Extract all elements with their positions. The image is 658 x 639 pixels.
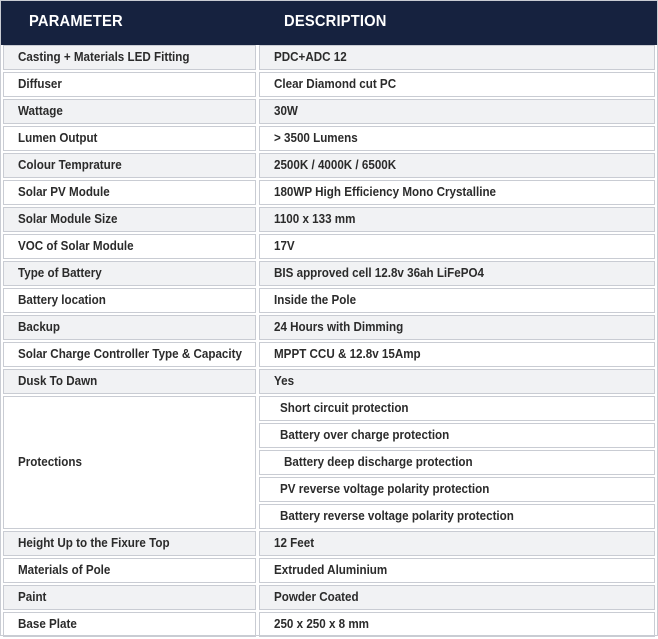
parameter-label: Wattage — [18, 104, 63, 118]
description-cell — [259, 234, 655, 259]
description-value: Clear Diamond cut PC — [274, 77, 397, 91]
parameter-cell — [3, 315, 256, 340]
protection-item-label: Short circuit protection — [280, 401, 409, 415]
table-row — [1, 153, 657, 180]
description-cell — [259, 531, 655, 556]
protection-item — [259, 396, 655, 421]
protection-item — [259, 423, 655, 448]
description-cell — [259, 612, 655, 637]
protection-item — [259, 504, 655, 529]
parameter-cell — [3, 261, 256, 286]
description-cell — [259, 342, 655, 367]
description-cell — [259, 153, 655, 178]
protection-item-label: Battery reverse voltage polarity protection — [280, 509, 514, 523]
description-value: 2500K / 4000K / 6500K — [274, 158, 397, 172]
parameter-label: Diffuser — [18, 77, 62, 91]
table-row — [1, 612, 657, 639]
parameter-cell — [3, 207, 256, 232]
description-cell — [259, 207, 655, 232]
protection-item-label: PV reverse voltage polarity protection — [280, 482, 490, 496]
table-row — [1, 45, 657, 72]
description-cell — [259, 99, 655, 124]
description-value: 17V — [274, 239, 295, 253]
parameter-label: Solar Module Size — [18, 212, 118, 226]
description-value: 30W — [274, 104, 298, 118]
description-value: 1100 x 133 mm — [274, 212, 356, 226]
table-row — [1, 261, 657, 288]
table-row — [1, 369, 657, 396]
parameter-label: Backup — [18, 320, 60, 334]
description-cell — [259, 315, 655, 340]
table-row — [1, 531, 657, 558]
description-value: PDC+ADC 12 — [274, 50, 347, 64]
parameter-cell — [3, 288, 256, 313]
description-value: 12 Feet — [274, 536, 315, 550]
parameter-cell — [3, 153, 256, 178]
table-row — [1, 207, 657, 234]
parameter-label: Battery location — [18, 293, 106, 307]
parameter-cell — [3, 234, 256, 259]
table-row — [1, 99, 657, 126]
parameter-cell — [3, 396, 256, 529]
description-cell — [259, 45, 655, 70]
description-value: 180WP High Efficiency Mono Crystalline — [274, 185, 497, 199]
description-cell — [259, 558, 655, 583]
parameter-label: Paint — [18, 590, 47, 604]
description-value: 250 x 250 x 8 mm — [274, 617, 370, 631]
parameter-label: Height Up to the Fixure Top — [18, 536, 170, 550]
table-row — [1, 234, 657, 261]
parameter-label: Base Plate — [18, 617, 77, 631]
parameter-cell — [3, 45, 256, 70]
description-cell — [259, 180, 655, 205]
table-row — [1, 585, 657, 612]
protection-item-label: Battery over charge protection — [280, 428, 450, 442]
parameter-label: Solar PV Module — [18, 185, 110, 199]
table-row — [1, 72, 657, 99]
table-row — [1, 558, 657, 585]
description-value: Inside the Pole — [274, 293, 357, 307]
parameter-cell — [3, 531, 256, 556]
parameter-cell — [3, 558, 256, 583]
table-row — [1, 342, 657, 369]
table-header — [1, 1, 657, 45]
table-row — [1, 288, 657, 315]
table-row — [1, 126, 657, 153]
parameter-label: Type of Battery — [18, 266, 102, 280]
parameter-label: Casting + Materials LED Fitting — [18, 50, 190, 64]
parameter-label: Solar Charge Controller Type & Capacity — [18, 347, 242, 361]
parameter-label: Colour Temprature — [18, 158, 122, 172]
parameter-cell — [3, 180, 256, 205]
parameter-cell — [3, 369, 256, 394]
description-cell — [259, 261, 655, 286]
parameter-label: Dusk To Dawn — [18, 374, 98, 388]
protections-row — [1, 396, 657, 531]
description-cell — [259, 126, 655, 151]
header-parameter: PARAMETER — [29, 13, 123, 30]
description-value: > 3500 Lumens — [274, 131, 358, 145]
protections-label: Protections — [18, 455, 82, 469]
parameter-cell — [3, 99, 256, 124]
description-cell — [259, 288, 655, 313]
table-row — [1, 180, 657, 207]
parameter-label: Materials of Pole — [18, 563, 111, 577]
table-row — [1, 315, 657, 342]
description-cell — [259, 585, 655, 610]
description-value: Extruded Aluminium — [274, 563, 388, 577]
protection-item — [259, 477, 655, 502]
description-cell — [259, 72, 655, 97]
parameter-label: VOC of Solar Module — [18, 239, 134, 253]
description-value: Powder Coated — [274, 590, 359, 604]
parameter-cell — [3, 126, 256, 151]
parameter-cell — [3, 342, 256, 367]
description-value: Yes — [274, 374, 295, 388]
protection-item-label: Battery deep discharge protection — [284, 455, 473, 469]
description-value: 24 Hours with Dimming — [274, 320, 404, 334]
parameter-cell — [3, 585, 256, 610]
parameter-label: Lumen Output — [18, 131, 98, 145]
description-value: BIS approved cell 12.8v 36ah LiFePO4 — [274, 266, 484, 280]
parameter-cell — [3, 72, 256, 97]
description-cell — [259, 369, 655, 394]
description-value: MPPT CCU & 12.8v 15Amp — [274, 347, 421, 361]
protection-item — [259, 450, 655, 475]
header-description: DESCRIPTION — [284, 13, 387, 30]
parameter-cell — [3, 612, 256, 637]
